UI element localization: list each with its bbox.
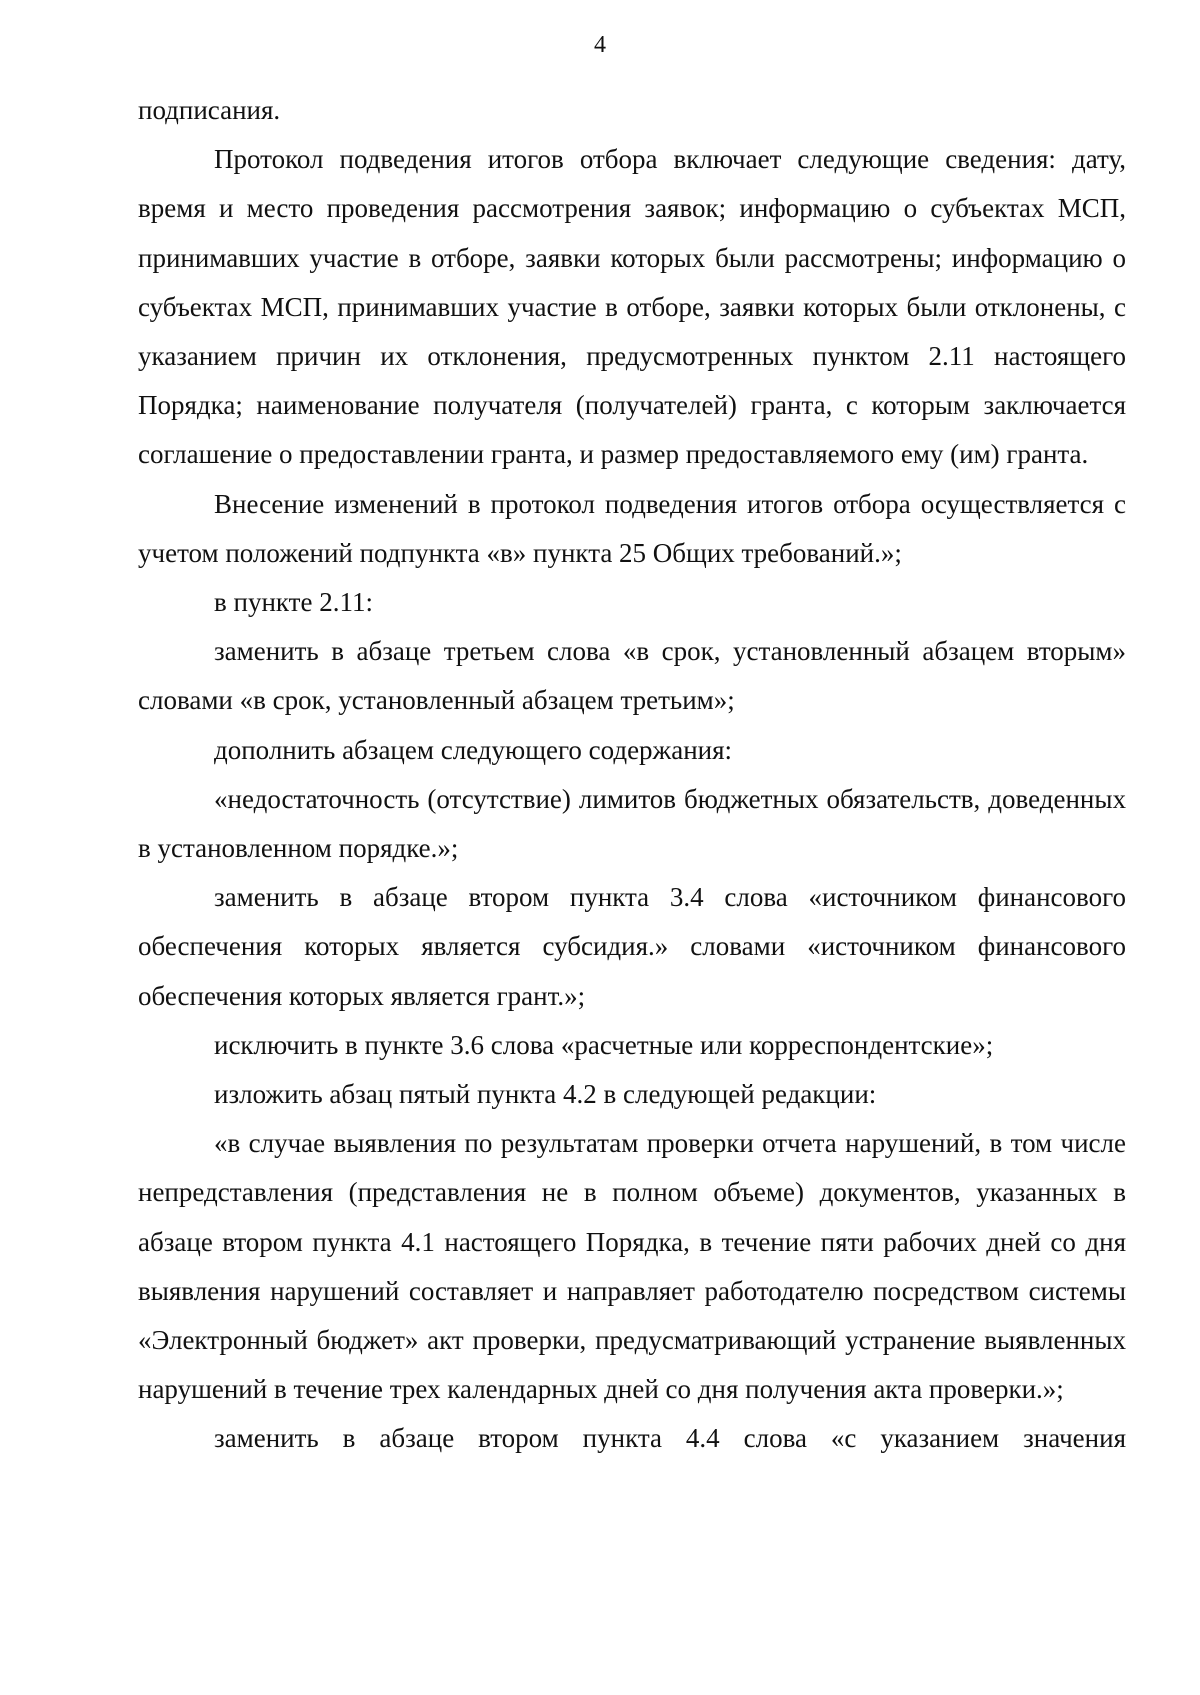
paragraph-add-abzac: дополнить абзацем следующего содержания: [214, 734, 733, 765]
paragraph-insufficient-limits: «недостаточность (отсутствие) лимитов бюджетных обязательств, доведенных в установленном порядке.»; [138, 783, 1126, 864]
document-body [138, 86, 1126, 1464]
paragraph-protocol-contents: Протокол подведения итогов отбора включает следующие сведения: дату, время и место проведения рассмотрения заявок; информацию о субъектах МСП, принимавших участие в отборе, заявки которых были рассмотрены; информацию о субъектах МСП, принимавших участие в отборе, заявки которых были отклонены, с указанием причин их отклонения, предусмотренных пунктом 2.11 настоящего Порядка; наименование получателя (получателей) гранта, с которым заключается соглашение о предоставлении гранта, и размер предоставляемого ему (им) гранта. [138, 144, 1126, 470]
paragraph-clause-4-2: изложить абзац пятый пункта 4.2 в следующей редакции: [214, 1079, 877, 1110]
paragraph-continuation: подписания. [138, 95, 281, 125]
paragraph-replace-third-abzac: заменить в абзаце третьем слова «в срок, установленный абзацем вторым» словами «в срок, установленный абзацем третьим»; [138, 636, 1126, 716]
paragraph-clause-2-11: в пункте 2.11: [214, 587, 373, 618]
paragraph-clause-3-4: заменить в абзаце втором пункта 3.4 слова «источником финансового обеспечения которых является субсидия.» словами «источником финансового обеспечения которых является грант.»; [138, 882, 1126, 1011]
paragraph-violations-check: «в случае выявления по результатам проверки отчета нарушений, в том числе непредставления (представления не в полном объеме) документов, указанных в абзаце втором пункта 4.1 настоящего Порядка, в течение пяти рабочих дней со дня выявления нарушений составляет и направляет работодателю посредством системы «Электронный бюджет» акт проверки, предусматривающий устранение выявленных нарушений в течение трех календарных дней со дня получения акта проверки.»; [138, 1128, 1126, 1405]
paragraph-clause-4-4: заменить в абзаце втором пункта 4.4 слова «с указанием значения [214, 1423, 1126, 1454]
paragraph-clause-3-6: исключить в пункте 3.6 слова «расчетные или корреспондентские»; [214, 1029, 994, 1060]
page-number: 4 [594, 32, 606, 58]
paragraph-protocol-amendments: Внесение изменений в протокол подведения итогов отбора осуществляется с учетом положений подпункта «в» пункта 25 Общих требований.»; [138, 488, 1126, 568]
